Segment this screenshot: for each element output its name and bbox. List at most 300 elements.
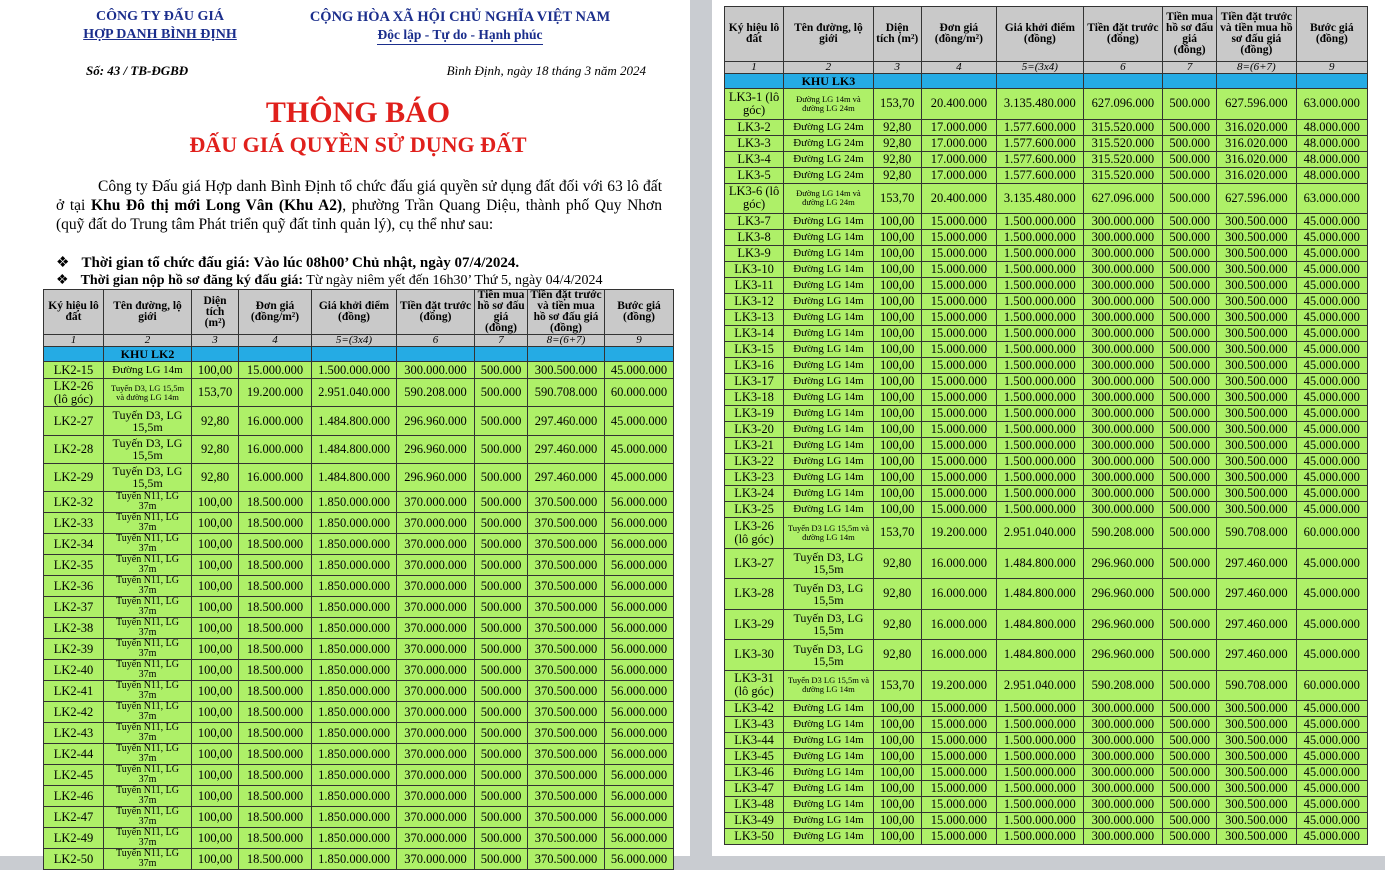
cell-lot: LK3-1 (lô góc) [725, 89, 784, 120]
column-index: 2 [784, 62, 874, 74]
cell-total: 370.500.000 [528, 492, 605, 513]
cell-area: 100,00 [873, 342, 921, 358]
cell-unit-price: 18.500.000 [239, 576, 312, 597]
cell-street: Đường LG 14m và đường LG 24m [784, 89, 874, 120]
cell-street: Tuyến N11, LG 37m [104, 723, 192, 744]
cell-unit-price: 19.200.000 [921, 518, 996, 549]
cell-street: Đường LG 24m [784, 151, 874, 167]
column-index: 1 [44, 335, 104, 347]
cell-start-price: 1.850.000.000 [312, 723, 397, 744]
cell-start-price: 1.500.000.000 [997, 294, 1084, 310]
cell-deposit: 370.000.000 [397, 681, 475, 702]
column-index: 8=(6+7) [1217, 62, 1296, 74]
zone-cell [1217, 74, 1296, 89]
cell-unit-price: 18.500.000 [239, 534, 312, 555]
cell-step: 63.000.000 [1296, 183, 1367, 214]
table-row [725, 670, 1368, 701]
cell-area: 100,00 [873, 733, 921, 749]
lot-table-lk3 [724, 6, 1368, 845]
cell-deposit: 300.000.000 [1083, 486, 1162, 502]
cell-total: 300.500.000 [1217, 230, 1296, 246]
cell-street: Đường LG 14m [784, 422, 874, 438]
cell-fee: 500.000 [475, 828, 528, 849]
cell-start-price: 1.500.000.000 [997, 246, 1084, 262]
cell-step: 45.000.000 [1296, 438, 1367, 454]
column-header-fee: Tiền mua hồ sơ đấu giá (đồng) [1163, 7, 1217, 62]
cell-fee: 500.000 [1163, 765, 1217, 781]
cell-lot: LK3-15 [725, 342, 784, 358]
cell-street: Tuyến N11, LG 37m [104, 702, 192, 723]
cell-total: 590.708.000 [1217, 518, 1296, 549]
cell-deposit: 300.000.000 [1083, 422, 1162, 438]
cell-start-price: 1.500.000.000 [997, 701, 1084, 717]
cell-total: 316.020.000 [1217, 135, 1296, 151]
cell-deposit: 300.000.000 [1083, 390, 1162, 406]
cell-total: 300.500.000 [1217, 214, 1296, 230]
cell-lot: LK2-34 [44, 534, 104, 555]
cell-fee: 500.000 [1163, 701, 1217, 717]
cell-step: 45.000.000 [1296, 749, 1367, 765]
cell-fee: 500.000 [475, 681, 528, 702]
cell-unit-price: 18.500.000 [239, 681, 312, 702]
cell-start-price: 1.484.800.000 [997, 579, 1084, 610]
cell-deposit: 300.000.000 [1083, 214, 1162, 230]
cell-street: Đường LG 14m [784, 390, 874, 406]
cell-area: 100,00 [192, 807, 239, 828]
cell-area: 100,00 [192, 723, 239, 744]
intro-paragraph [56, 177, 662, 234]
cell-unit-price: 18.500.000 [239, 618, 312, 639]
cell-total: 300.500.000 [1217, 749, 1296, 765]
cell-fee: 500.000 [475, 744, 528, 765]
cell-deposit: 370.000.000 [397, 597, 475, 618]
cell-step: 56.000.000 [605, 849, 674, 870]
cell-total: 297.460.000 [1217, 579, 1296, 610]
cell-area: 100,00 [873, 454, 921, 470]
cell-area: 100,00 [192, 786, 239, 807]
cell-unit-price: 18.500.000 [239, 702, 312, 723]
cell-step: 45.000.000 [605, 463, 674, 491]
cell-unit-price: 18.500.000 [239, 723, 312, 744]
nation-header [300, 8, 620, 45]
table-row [725, 640, 1368, 671]
cell-street: Đường LG 14m và đường LG 24m [784, 183, 874, 214]
cell-lot: LK2-29 [44, 463, 104, 491]
table-row [725, 797, 1368, 813]
table-row [725, 183, 1368, 214]
cell-step: 45.000.000 [1296, 502, 1367, 518]
cell-start-price: 1.484.800.000 [312, 463, 397, 491]
cell-step: 45.000.000 [1296, 422, 1367, 438]
intro-bold: Khu Đô thị mới Long Vân (Khu A2) [91, 197, 343, 214]
zone-label: KHU LK2 [104, 347, 192, 362]
cell-unit-price: 16.000.000 [239, 463, 312, 491]
cell-total: 370.500.000 [528, 618, 605, 639]
cell-street: Tuyến D3, LG 15,5m [784, 579, 874, 610]
cell-unit-price: 19.200.000 [239, 379, 312, 407]
cell-total: 300.500.000 [1217, 829, 1296, 845]
cell-step: 45.000.000 [1296, 717, 1367, 733]
cell-lot: LK2-43 [44, 723, 104, 744]
bullet-auction-time-text: Thời gian tổ chức đấu giá: Vào lúc 08h00’ Chủ nhật, ngày 07/4/2024. [81, 255, 520, 271]
cell-street: Đường LG 14m [784, 733, 874, 749]
cell-unit-price: 15.000.000 [921, 454, 996, 470]
cell-start-price: 1.500.000.000 [997, 502, 1084, 518]
cell-total: 300.500.000 [1217, 438, 1296, 454]
cell-deposit: 300.000.000 [1083, 342, 1162, 358]
cell-step: 45.000.000 [1296, 310, 1367, 326]
cell-step: 60.000.000 [605, 379, 674, 407]
cell-fee: 500.000 [1163, 135, 1217, 151]
table-row [725, 151, 1368, 167]
cell-step: 56.000.000 [605, 765, 674, 786]
cell-area: 153,70 [873, 183, 921, 214]
cell-street: Tuyến N11, LG 37m [104, 555, 192, 576]
cell-start-price: 1.850.000.000 [312, 492, 397, 513]
cell-start-price: 1.850.000.000 [312, 702, 397, 723]
cell-start-price: 1.850.000.000 [312, 744, 397, 765]
cell-area: 100,00 [873, 358, 921, 374]
cell-street: Đường LG 14m [784, 486, 874, 502]
table-row [725, 717, 1368, 733]
cell-area: 100,00 [192, 618, 239, 639]
cell-area: 100,00 [873, 390, 921, 406]
cell-start-price: 1.500.000.000 [997, 390, 1084, 406]
table-row [44, 597, 674, 618]
cell-total: 300.500.000 [1217, 717, 1296, 733]
cell-step: 56.000.000 [605, 534, 674, 555]
cell-area: 100,00 [873, 422, 921, 438]
cell-unit-price: 19.200.000 [921, 670, 996, 701]
cell-fee: 500.000 [1163, 214, 1217, 230]
cell-total: 370.500.000 [528, 660, 605, 681]
cell-area: 100,00 [873, 278, 921, 294]
cell-start-price: 1.577.600.000 [997, 151, 1084, 167]
cell-total: 370.500.000 [528, 786, 605, 807]
cell-lot: LK3-49 [725, 813, 784, 829]
cell-area: 92,80 [873, 135, 921, 151]
cell-start-price: 1.850.000.000 [312, 555, 397, 576]
table-row [725, 518, 1368, 549]
cell-area: 100,00 [873, 717, 921, 733]
cell-deposit: 370.000.000 [397, 492, 475, 513]
cell-street: Tuyến D3, LG 15,5m [784, 609, 874, 640]
cell-lot: LK3-23 [725, 470, 784, 486]
bullet-registration-text: Từ ngày niêm yết đến 16h30’ Thứ 5, ngày 04/4/2024 [303, 273, 603, 288]
cell-start-price: 1.500.000.000 [997, 406, 1084, 422]
cell-street: Đường LG 14m [784, 781, 874, 797]
cell-total: 370.500.000 [528, 576, 605, 597]
cell-unit-price: 15.000.000 [921, 406, 996, 422]
column-header-step: Bước giá (đồng) [1296, 7, 1367, 62]
cell-fee: 500.000 [1163, 438, 1217, 454]
cell-fee: 500.000 [1163, 579, 1217, 610]
column-header-area: Diện tích (m²) [873, 7, 921, 62]
nation-line2: Độc lập - Tự do - Hạnh phúc [377, 26, 542, 45]
cell-fee: 500.000 [1163, 717, 1217, 733]
cell-lot: LK3-21 [725, 438, 784, 454]
table-row [725, 701, 1368, 717]
cell-deposit: 370.000.000 [397, 639, 475, 660]
cell-area: 100,00 [873, 406, 921, 422]
column-index-row [725, 62, 1368, 74]
cell-step: 56.000.000 [605, 828, 674, 849]
cell-lot: LK3-7 [725, 214, 784, 230]
cell-fee: 500.000 [475, 702, 528, 723]
cell-start-price: 1.500.000.000 [997, 797, 1084, 813]
cell-start-price: 1.850.000.000 [312, 513, 397, 534]
table-row [725, 733, 1368, 749]
cell-step: 45.000.000 [1296, 829, 1367, 845]
cell-total: 370.500.000 [528, 765, 605, 786]
cell-area: 100,00 [873, 470, 921, 486]
column-index: 6 [397, 335, 475, 347]
cell-total: 300.500.000 [1217, 310, 1296, 326]
cell-fee: 500.000 [475, 435, 528, 463]
cell-unit-price: 18.500.000 [239, 639, 312, 660]
cell-fee: 500.000 [1163, 262, 1217, 278]
cell-lot: LK2-44 [44, 744, 104, 765]
cell-total: 370.500.000 [528, 681, 605, 702]
cell-fee: 500.000 [475, 555, 528, 576]
cell-total: 300.500.000 [528, 362, 605, 379]
column-index: 3 [192, 335, 239, 347]
cell-fee: 500.000 [1163, 813, 1217, 829]
cell-unit-price: 17.000.000 [921, 135, 996, 151]
cell-area: 100,00 [192, 534, 239, 555]
cell-area: 92,80 [192, 463, 239, 491]
cell-deposit: 627.096.000 [1083, 89, 1162, 120]
cell-start-price: 1.500.000.000 [997, 733, 1084, 749]
cell-lot: LK3-26 (lô góc) [725, 518, 784, 549]
cell-deposit: 300.000.000 [1083, 781, 1162, 797]
cell-step: 56.000.000 [605, 492, 674, 513]
cell-start-price: 1.500.000.000 [997, 358, 1084, 374]
cell-deposit: 300.000.000 [1083, 230, 1162, 246]
cell-street: Tuyến N11, LG 37m [104, 576, 192, 597]
cell-lot: LK3-25 [725, 502, 784, 518]
cell-start-price: 1.500.000.000 [997, 342, 1084, 358]
cell-lot: LK3-30 [725, 640, 784, 671]
cell-unit-price: 18.500.000 [239, 807, 312, 828]
cell-unit-price: 15.000.000 [239, 362, 312, 379]
zone-cell [192, 347, 239, 362]
cell-lot: LK3-5 [725, 167, 784, 183]
cell-area: 100,00 [873, 797, 921, 813]
table-row [725, 765, 1368, 781]
cell-step: 45.000.000 [1296, 797, 1367, 813]
cell-total: 297.460.000 [528, 463, 605, 491]
cell-fee: 500.000 [1163, 422, 1217, 438]
cell-total: 300.500.000 [1217, 701, 1296, 717]
cell-lot: LK3-11 [725, 278, 784, 294]
cell-area: 92,80 [873, 579, 921, 610]
cell-step: 45.000.000 [1296, 609, 1367, 640]
cell-fee: 500.000 [1163, 518, 1217, 549]
cell-deposit: 300.000.000 [1083, 701, 1162, 717]
cell-step: 56.000.000 [605, 555, 674, 576]
zone-cell [1163, 74, 1217, 89]
cell-step: 45.000.000 [1296, 326, 1367, 342]
cell-unit-price: 15.000.000 [921, 765, 996, 781]
table-row [725, 278, 1368, 294]
cell-start-price: 2.951.040.000 [997, 518, 1084, 549]
cell-deposit: 370.000.000 [397, 618, 475, 639]
column-index: 7 [475, 335, 528, 347]
cell-deposit: 370.000.000 [397, 660, 475, 681]
cell-fee: 500.000 [475, 618, 528, 639]
cell-total: 300.500.000 [1217, 470, 1296, 486]
cell-area: 100,00 [873, 374, 921, 390]
cell-area: 100,00 [192, 765, 239, 786]
cell-area: 92,80 [873, 151, 921, 167]
cell-area: 92,80 [192, 435, 239, 463]
cell-lot: LK3-17 [725, 374, 784, 390]
cell-total: 590.708.000 [528, 379, 605, 407]
cell-step: 56.000.000 [605, 618, 674, 639]
cell-lot: LK2-38 [44, 618, 104, 639]
cell-lot: LK2-39 [44, 639, 104, 660]
cell-street: Tuyến N11, LG 37m [104, 639, 192, 660]
cell-street: Đường LG 14m [784, 278, 874, 294]
zone-row [44, 347, 674, 362]
cell-street: Tuyến N11, LG 37m [104, 828, 192, 849]
cell-unit-price: 17.000.000 [921, 119, 996, 135]
table-row [725, 454, 1368, 470]
cell-street: Đường LG 14m [784, 765, 874, 781]
cell-total: 627.596.000 [1217, 183, 1296, 214]
cell-area: 100,00 [192, 702, 239, 723]
cell-street: Tuyến N11, LG 37m [104, 681, 192, 702]
cell-lot: LK3-46 [725, 765, 784, 781]
cell-area: 100,00 [192, 555, 239, 576]
cell-street: Tuyến N11, LG 37m [104, 534, 192, 555]
cell-unit-price: 15.000.000 [921, 438, 996, 454]
cell-total: 370.500.000 [528, 702, 605, 723]
cell-unit-price: 18.500.000 [239, 744, 312, 765]
cell-deposit: 300.000.000 [1083, 406, 1162, 422]
cell-start-price: 1.500.000.000 [997, 214, 1084, 230]
table-row [725, 89, 1368, 120]
cell-unit-price: 18.500.000 [239, 849, 312, 870]
cell-fee: 500.000 [1163, 749, 1217, 765]
cell-street: Đường LG 14m [784, 438, 874, 454]
cell-area: 92,80 [873, 167, 921, 183]
cell-start-price: 1.850.000.000 [312, 681, 397, 702]
table-row [44, 362, 674, 379]
cell-area: 100,00 [873, 246, 921, 262]
cell-fee: 500.000 [475, 765, 528, 786]
cell-deposit: 296.960.000 [397, 407, 475, 435]
cell-start-price: 1.850.000.000 [312, 639, 397, 660]
cell-area: 100,00 [192, 362, 239, 379]
table-row [44, 807, 674, 828]
cell-unit-price: 16.000.000 [239, 435, 312, 463]
cell-start-price: 1.484.800.000 [312, 435, 397, 463]
cell-deposit: 300.000.000 [1083, 374, 1162, 390]
cell-street: Tuyến D3 LG 15,5m và đường LG 14m [784, 670, 874, 701]
cell-step: 45.000.000 [1296, 765, 1367, 781]
cell-street: Tuyến N11, LG 37m [104, 786, 192, 807]
cell-step: 45.000.000 [1296, 294, 1367, 310]
cell-deposit: 300.000.000 [1083, 470, 1162, 486]
column-header-lot: Ký hiệu lô đất [725, 7, 784, 62]
zone-cell [997, 74, 1084, 89]
cell-unit-price: 15.000.000 [921, 342, 996, 358]
cell-area: 100,00 [192, 492, 239, 513]
cell-lot: LK2-36 [44, 576, 104, 597]
cell-start-price: 1.850.000.000 [312, 534, 397, 555]
lot-table-lk2 [43, 289, 674, 870]
cell-street: Tuyến N11, LG 37m [104, 492, 192, 513]
cell-start-price: 3.135.480.000 [997, 89, 1084, 120]
cell-start-price: 1.850.000.000 [312, 660, 397, 681]
cell-street: Tuyến N11, LG 37m [104, 744, 192, 765]
cell-step: 45.000.000 [1296, 342, 1367, 358]
column-index: 5=(3x4) [312, 335, 397, 347]
cell-unit-price: 15.000.000 [921, 326, 996, 342]
cell-unit-price: 15.000.000 [921, 310, 996, 326]
cell-street: Tuyến D3, LG 15,5m [104, 435, 192, 463]
cell-start-price: 1.500.000.000 [997, 374, 1084, 390]
table-row [725, 135, 1368, 151]
cell-step: 45.000.000 [1296, 278, 1367, 294]
cell-step: 56.000.000 [605, 576, 674, 597]
table-row [725, 813, 1368, 829]
cell-street: Đường LG 14m [784, 358, 874, 374]
table-row [44, 765, 674, 786]
cell-total: 297.460.000 [1217, 640, 1296, 671]
zone-cell [1296, 74, 1367, 89]
table-row [725, 310, 1368, 326]
cell-fee: 500.000 [475, 807, 528, 828]
cell-start-price: 1.500.000.000 [312, 362, 397, 379]
cell-lot: LK3-22 [725, 454, 784, 470]
cell-area: 100,00 [873, 262, 921, 278]
cell-unit-price: 15.000.000 [921, 829, 996, 845]
cell-deposit: 296.960.000 [1083, 609, 1162, 640]
cell-area: 100,00 [873, 326, 921, 342]
cell-unit-price: 18.500.000 [239, 513, 312, 534]
cell-fee: 500.000 [1163, 502, 1217, 518]
cell-lot: LK3-14 [725, 326, 784, 342]
cell-step: 45.000.000 [1296, 486, 1367, 502]
cell-deposit: 300.000.000 [1083, 294, 1162, 310]
cell-area: 92,80 [873, 119, 921, 135]
cell-start-price: 1.577.600.000 [997, 167, 1084, 183]
table-row [725, 548, 1368, 579]
cell-street: Đường LG 14m [784, 214, 874, 230]
column-header-total: Tiền đặt trước và tiền mua hồ sơ đấu giá (đồng) [528, 290, 605, 335]
column-header-street: Tên đường, lộ giới [784, 7, 874, 62]
cell-fee: 500.000 [1163, 486, 1217, 502]
cell-area: 92,80 [192, 407, 239, 435]
cell-deposit: 296.960.000 [1083, 640, 1162, 671]
cell-fee: 500.000 [1163, 167, 1217, 183]
cell-deposit: 300.000.000 [1083, 765, 1162, 781]
cell-unit-price: 15.000.000 [921, 262, 996, 278]
cell-step: 45.000.000 [1296, 406, 1367, 422]
table-row [725, 829, 1368, 845]
column-index: 4 [921, 62, 996, 74]
cell-step: 45.000.000 [1296, 470, 1367, 486]
cell-deposit: 627.096.000 [1083, 183, 1162, 214]
table-row [44, 379, 674, 407]
cell-street: Tuyến N11, LG 37m [104, 618, 192, 639]
cell-start-price: 1.500.000.000 [997, 262, 1084, 278]
cell-step: 56.000.000 [605, 681, 674, 702]
cell-total: 300.500.000 [1217, 422, 1296, 438]
